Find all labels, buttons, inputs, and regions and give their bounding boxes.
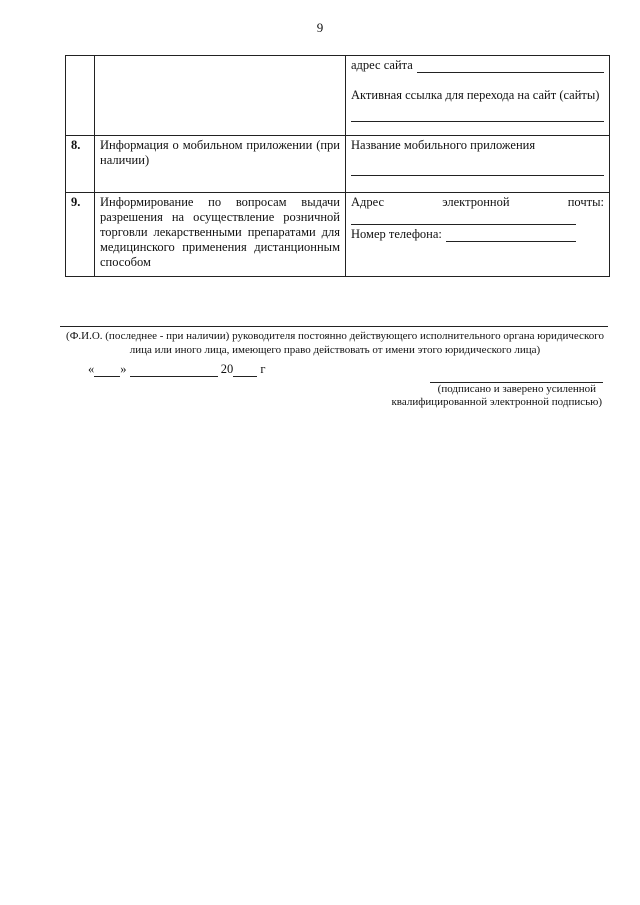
signatory-name-line[interactable] — [60, 326, 608, 327]
row-description: Информирование по вопросам выдачи разрешения на осуществление розничной торговли лекарственными препаратами для медицинского применения дистанционным способом — [95, 193, 346, 277]
phone-field[interactable] — [351, 227, 576, 242]
row-fields — [346, 56, 610, 136]
signature-caption-line-1: (подписано и заверено усиленной — [437, 383, 596, 395]
row-fields — [346, 136, 610, 193]
website-address-field[interactable] — [351, 58, 604, 73]
row-fields — [346, 193, 610, 277]
year-blank[interactable] — [233, 364, 257, 377]
row-number — [66, 56, 95, 136]
date-line — [88, 362, 266, 377]
mobile-app-name-label: Название мобильного приложения — [351, 138, 536, 152]
row-number: 8. — [66, 136, 95, 193]
row-number: 9. — [66, 193, 95, 277]
year-prefix: 20 — [220, 362, 234, 376]
table-row-8 — [66, 136, 610, 193]
website-address-blank[interactable] — [417, 59, 604, 73]
table-row-website — [66, 56, 610, 136]
application-form-table — [65, 55, 610, 277]
row-description: Информация о мобильном приложении (при наличии) — [95, 136, 346, 193]
row-description — [95, 56, 346, 136]
signatory-caption-line-1: (Ф.И.О. (последнее - при наличии) руководителя постоянно действующего исполнительного органа юридического — [66, 330, 604, 342]
signature-caption-line-2: квалифицированной электронной подписью) — [391, 396, 602, 408]
phone-blank[interactable] — [446, 228, 576, 242]
active-link-blank[interactable] — [351, 109, 604, 122]
email-label-word-3: почты: — [567, 195, 604, 209]
table-row-9 — [66, 193, 610, 277]
email-label-word-1: Адрес — [351, 195, 385, 209]
website-address-label: адрес сайта — [351, 58, 413, 72]
signatory-caption-line-2: лица или иного лица, имеющего право действовать от имени этого юридического лица) — [129, 344, 541, 356]
email-label — [351, 195, 604, 210]
signature-caption — [330, 383, 602, 409]
page-number: 9 — [316, 20, 324, 35]
phone-label: Номер телефона: — [351, 227, 442, 241]
active-link-label: Активная ссылка для перехода на сайт (сайты) — [351, 88, 600, 102]
year-suffix: г — [260, 362, 266, 376]
mobile-app-name-blank[interactable] — [351, 163, 604, 176]
email-blank[interactable] — [351, 212, 576, 225]
date-open-quote: « — [88, 362, 95, 376]
date-close-quote: » — [120, 362, 127, 376]
month-blank[interactable] — [130, 364, 218, 377]
email-label-word-2: электронной — [442, 195, 510, 209]
day-blank[interactable] — [94, 364, 120, 377]
signatory-caption — [62, 329, 608, 357]
